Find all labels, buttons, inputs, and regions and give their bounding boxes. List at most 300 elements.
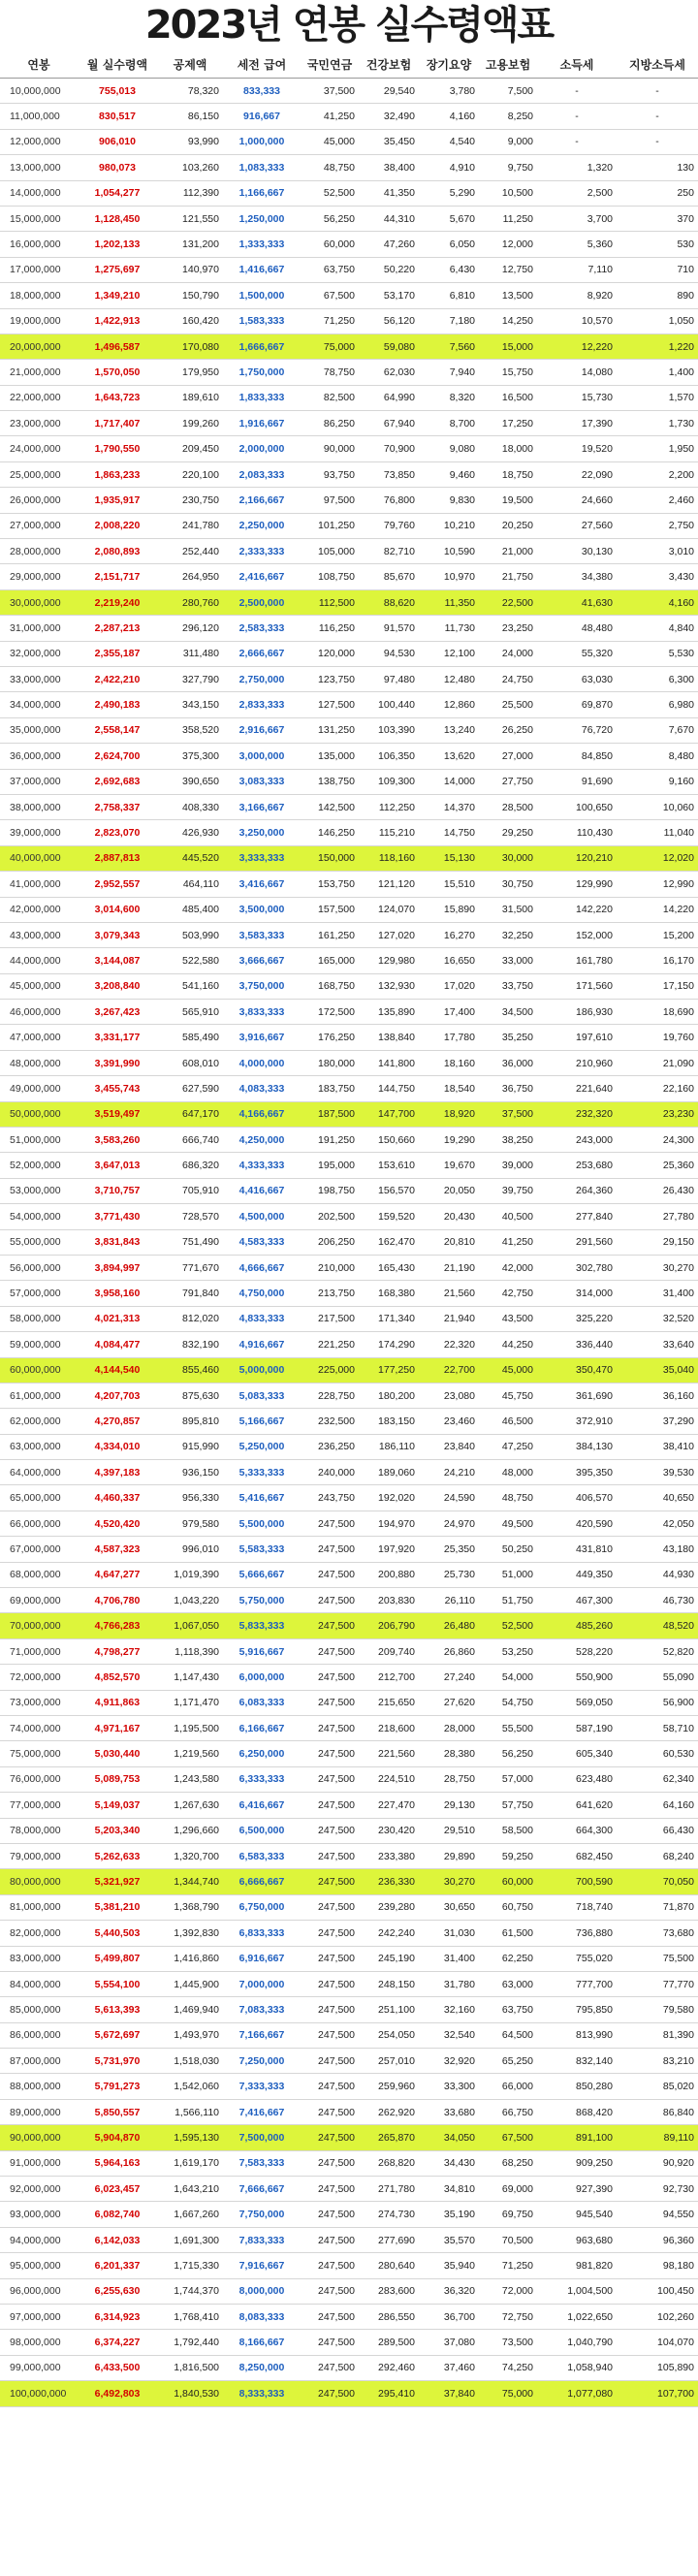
cell-employment-insurance: 9,000 — [479, 129, 537, 154]
cell-health-insurance: 162,470 — [359, 1229, 419, 1255]
cell-long-term-care: 26,480 — [419, 1613, 479, 1638]
table-row — [0, 1869, 698, 1894]
cell-annual-salary: 73,000,000 — [0, 1690, 78, 1715]
cell-local-income-tax: 130 — [617, 155, 698, 180]
cell-income-tax: 485,260 — [537, 1613, 617, 1638]
cell-health-insurance: 180,200 — [359, 1383, 419, 1408]
cell-income-tax: 129,990 — [537, 872, 617, 897]
cell-annual-salary: 98,000,000 — [0, 2330, 78, 2355]
table-row — [0, 539, 698, 564]
cell-income-tax: 372,910 — [537, 1409, 617, 1434]
cell-local-income-tax: 17,150 — [617, 973, 698, 999]
cell-annual-salary: 29,000,000 — [0, 564, 78, 589]
cell-annual-salary: 89,000,000 — [0, 2099, 78, 2124]
cell-annual-salary: 88,000,000 — [0, 2074, 78, 2099]
cell-pre-tax-pay: 7,500,000 — [223, 2125, 301, 2150]
cell-annual-salary: 76,000,000 — [0, 1766, 78, 1792]
cell-long-term-care: 30,650 — [419, 1894, 479, 1920]
cell-deductions: 199,260 — [157, 411, 223, 436]
cell-national-pension: 37,500 — [301, 79, 359, 104]
cell-pre-tax-pay: 6,666,667 — [223, 1869, 301, 1894]
cell-local-income-tax: - — [617, 104, 698, 129]
cell-pre-tax-pay: 2,500,000 — [223, 589, 301, 615]
cell-health-insurance: 259,960 — [359, 2074, 419, 2099]
cell-national-pension: 153,750 — [301, 872, 359, 897]
cell-health-insurance: 150,660 — [359, 1128, 419, 1153]
cell-national-pension: 221,250 — [301, 1332, 359, 1357]
cell-local-income-tax: 21,090 — [617, 1050, 698, 1075]
cell-monthly-net-pay: 4,334,010 — [78, 1434, 157, 1459]
cell-income-tax: 291,560 — [537, 1229, 617, 1255]
cell-pre-tax-pay: 4,333,333 — [223, 1153, 301, 1178]
cell-employment-insurance: 30,000 — [479, 845, 537, 871]
table-row — [0, 744, 698, 769]
cell-deductions: 565,910 — [157, 1000, 223, 1025]
cell-long-term-care: 12,100 — [419, 641, 479, 666]
cell-pre-tax-pay: 1,583,333 — [223, 308, 301, 334]
cell-employment-insurance: 66,000 — [479, 2074, 537, 2099]
cell-local-income-tax: 3,010 — [617, 539, 698, 564]
cell-employment-insurance: 67,500 — [479, 2125, 537, 2150]
table-row — [0, 616, 698, 641]
table-row — [0, 461, 698, 487]
cell-local-income-tax: 27,780 — [617, 1204, 698, 1229]
cell-income-tax: 84,850 — [537, 744, 617, 769]
cell-annual-salary: 14,000,000 — [0, 180, 78, 206]
cell-pre-tax-pay: 3,000,000 — [223, 744, 301, 769]
cell-monthly-net-pay: 1,570,050 — [78, 360, 157, 385]
table-row — [0, 2278, 698, 2304]
cell-employment-insurance: 26,250 — [479, 717, 537, 743]
cell-employment-insurance: 18,750 — [479, 461, 537, 487]
cell-deductions: 140,970 — [157, 257, 223, 282]
cell-income-tax: 277,840 — [537, 1204, 617, 1229]
cell-national-pension: 41,250 — [301, 104, 359, 129]
cell-health-insurance: 227,470 — [359, 1793, 419, 1818]
cell-health-insurance: 109,300 — [359, 769, 419, 794]
table-row — [0, 1818, 698, 1843]
cell-local-income-tax: 2,200 — [617, 461, 698, 487]
cell-annual-salary: 100,000,000 — [0, 2381, 78, 2406]
cell-local-income-tax: 56,900 — [617, 1690, 698, 1715]
cell-annual-salary: 77,000,000 — [0, 1793, 78, 1818]
cell-national-pension: 247,500 — [301, 1869, 359, 1894]
cell-deductions: 358,520 — [157, 717, 223, 743]
table-row — [0, 1690, 698, 1715]
cell-national-pension: 247,500 — [301, 1921, 359, 1946]
cell-deductions: 875,630 — [157, 1383, 223, 1408]
cell-income-tax: 91,690 — [537, 769, 617, 794]
cell-health-insurance: 174,290 — [359, 1332, 419, 1357]
cell-health-insurance: 274,730 — [359, 2202, 419, 2227]
cell-annual-salary: 11,000,000 — [0, 104, 78, 129]
table-row — [0, 1000, 698, 1025]
cell-deductions: 1,566,110 — [157, 2099, 223, 2124]
cell-income-tax: 314,000 — [537, 1281, 617, 1306]
cell-annual-salary: 48,000,000 — [0, 1050, 78, 1075]
page-title: 2023년 연봉 실수령액표 — [144, 3, 554, 48]
cell-annual-salary: 28,000,000 — [0, 539, 78, 564]
cell-national-pension: 45,000 — [301, 129, 359, 154]
cell-health-insurance: 283,600 — [359, 2278, 419, 2304]
cell-monthly-net-pay: 3,958,160 — [78, 1281, 157, 1306]
cell-pre-tax-pay: 1,833,333 — [223, 385, 301, 410]
cell-monthly-net-pay: 3,267,423 — [78, 1000, 157, 1025]
cell-pre-tax-pay: 2,750,000 — [223, 666, 301, 691]
cell-income-tax: 623,480 — [537, 1766, 617, 1792]
cell-long-term-care: 14,000 — [419, 769, 479, 794]
cell-national-pension: 157,500 — [301, 897, 359, 922]
cell-pre-tax-pay: 8,250,000 — [223, 2355, 301, 2380]
cell-health-insurance: 248,150 — [359, 1971, 419, 1996]
table-row — [0, 1434, 698, 1459]
cell-deductions: 1,691,300 — [157, 2227, 223, 2252]
cell-income-tax: - — [537, 79, 617, 104]
cell-pre-tax-pay: 5,666,667 — [223, 1562, 301, 1587]
cell-long-term-care: 9,080 — [419, 436, 479, 461]
cell-pre-tax-pay: 5,500,000 — [223, 1511, 301, 1536]
cell-health-insurance: 56,120 — [359, 308, 419, 334]
cell-local-income-tax: 86,840 — [617, 2099, 698, 2124]
cell-pre-tax-pay: 916,667 — [223, 104, 301, 129]
cell-employment-insurance: 61,500 — [479, 1921, 537, 1946]
cell-local-income-tax: 89,110 — [617, 2125, 698, 2150]
cell-annual-salary: 17,000,000 — [0, 257, 78, 282]
table-row — [0, 1204, 698, 1229]
cell-long-term-care: 6,810 — [419, 283, 479, 308]
cell-long-term-care: 9,830 — [419, 488, 479, 513]
cell-employment-insurance: 62,250 — [479, 1946, 537, 1971]
cell-local-income-tax: 23,230 — [617, 1101, 698, 1127]
cell-health-insurance: 236,330 — [359, 1869, 419, 1894]
cell-health-insurance: 251,100 — [359, 1997, 419, 2022]
cell-pre-tax-pay: 3,333,333 — [223, 845, 301, 871]
table-row — [0, 2227, 698, 2252]
cell-long-term-care: 18,540 — [419, 1076, 479, 1101]
cell-national-pension: 217,500 — [301, 1306, 359, 1331]
cell-pre-tax-pay: 5,583,333 — [223, 1537, 301, 1562]
table-row — [0, 1178, 698, 1203]
cell-annual-salary: 40,000,000 — [0, 845, 78, 871]
cell-deductions: 936,150 — [157, 1460, 223, 1485]
cell-employment-insurance: 33,000 — [479, 948, 537, 973]
cell-national-pension: 187,500 — [301, 1101, 359, 1127]
cell-national-pension: 247,500 — [301, 2330, 359, 2355]
cell-monthly-net-pay: 906,010 — [78, 129, 157, 154]
cell-annual-salary: 46,000,000 — [0, 1000, 78, 1025]
cell-health-insurance: 29,540 — [359, 79, 419, 104]
cell-monthly-net-pay: 2,080,893 — [78, 539, 157, 564]
cell-income-tax: 963,680 — [537, 2227, 617, 2252]
cell-national-pension: 165,000 — [301, 948, 359, 973]
cell-monthly-net-pay: 6,492,803 — [78, 2381, 157, 2406]
cell-national-pension: 112,500 — [301, 589, 359, 615]
cell-deductions: 666,740 — [157, 1128, 223, 1153]
cell-deductions: 230,750 — [157, 488, 223, 513]
cell-annual-salary: 83,000,000 — [0, 1946, 78, 1971]
cell-employment-insurance: 56,250 — [479, 1741, 537, 1766]
cell-annual-salary: 69,000,000 — [0, 1588, 78, 1613]
cell-national-pension: 247,500 — [301, 2022, 359, 2048]
cell-long-term-care: 23,460 — [419, 1409, 479, 1434]
cell-national-pension: 247,500 — [301, 1946, 359, 1971]
cell-deductions: 541,160 — [157, 973, 223, 999]
cell-deductions: 1,296,660 — [157, 1818, 223, 1843]
cell-long-term-care: 35,570 — [419, 2227, 479, 2252]
cell-pre-tax-pay: 833,333 — [223, 79, 301, 104]
cell-monthly-net-pay: 6,201,337 — [78, 2253, 157, 2278]
cell-employment-insurance: 40,500 — [479, 1204, 537, 1229]
cell-long-term-care: 30,270 — [419, 1869, 479, 1894]
cell-local-income-tax: 14,220 — [617, 897, 698, 922]
cell-local-income-tax: 71,870 — [617, 1894, 698, 1920]
cell-monthly-net-pay: 4,647,277 — [78, 1562, 157, 1587]
cell-annual-salary: 45,000,000 — [0, 973, 78, 999]
cell-annual-salary: 68,000,000 — [0, 1562, 78, 1587]
cell-income-tax: 467,300 — [537, 1588, 617, 1613]
cell-monthly-net-pay: 1,422,913 — [78, 308, 157, 334]
cell-pre-tax-pay: 1,083,333 — [223, 155, 301, 180]
cell-employment-insurance: 69,000 — [479, 2177, 537, 2202]
cell-deductions: 252,440 — [157, 539, 223, 564]
cell-annual-salary: 95,000,000 — [0, 2253, 78, 2278]
cell-annual-salary: 37,000,000 — [0, 769, 78, 794]
cell-deductions: 93,990 — [157, 129, 223, 154]
cell-long-term-care: 15,890 — [419, 897, 479, 922]
cell-employment-insurance: 57,000 — [479, 1766, 537, 1792]
cell-health-insurance: 38,400 — [359, 155, 419, 180]
cell-pre-tax-pay: 1,000,000 — [223, 129, 301, 154]
cell-deductions: 160,420 — [157, 308, 223, 334]
table-row — [0, 2330, 698, 2355]
cell-income-tax: 8,920 — [537, 283, 617, 308]
header-employment-insurance: 고용보험 — [479, 50, 537, 79]
cell-monthly-net-pay: 3,519,497 — [78, 1101, 157, 1127]
cell-monthly-net-pay: 2,887,813 — [78, 845, 157, 871]
cell-monthly-net-pay: 1,496,587 — [78, 334, 157, 359]
cell-monthly-net-pay: 4,587,323 — [78, 1537, 157, 1562]
table-row — [0, 1357, 698, 1383]
cell-employment-insurance: 66,750 — [479, 2099, 537, 2124]
cell-deductions: 1,043,220 — [157, 1588, 223, 1613]
cell-deductions: 485,400 — [157, 897, 223, 922]
cell-monthly-net-pay: 2,558,147 — [78, 717, 157, 743]
cell-monthly-net-pay: 4,270,857 — [78, 1409, 157, 1434]
cell-national-pension: 247,500 — [301, 1613, 359, 1638]
cell-health-insurance: 189,060 — [359, 1460, 419, 1485]
cell-deductions: 390,650 — [157, 769, 223, 794]
cell-annual-salary: 56,000,000 — [0, 1255, 78, 1280]
cell-pre-tax-pay: 4,916,667 — [223, 1332, 301, 1357]
cell-local-income-tax: 85,020 — [617, 2074, 698, 2099]
cell-national-pension: 176,250 — [301, 1025, 359, 1050]
table-row — [0, 1766, 698, 1792]
table-row — [0, 1332, 698, 1357]
cell-pre-tax-pay: 2,000,000 — [223, 436, 301, 461]
cell-deductions: 241,780 — [157, 513, 223, 538]
cell-health-insurance: 286,550 — [359, 2304, 419, 2329]
table-body — [0, 79, 698, 2407]
cell-annual-salary: 90,000,000 — [0, 2125, 78, 2150]
cell-health-insurance: 112,250 — [359, 794, 419, 819]
cell-national-pension: 247,500 — [301, 2202, 359, 2227]
cell-monthly-net-pay: 4,084,477 — [78, 1332, 157, 1357]
cell-pre-tax-pay: 2,166,667 — [223, 488, 301, 513]
cell-deductions: 1,147,430 — [157, 1665, 223, 1690]
cell-deductions: 1,816,500 — [157, 2355, 223, 2380]
cell-pre-tax-pay: 5,750,000 — [223, 1588, 301, 1613]
cell-monthly-net-pay: 6,023,457 — [78, 2177, 157, 2202]
table-row — [0, 257, 698, 282]
cell-deductions: 728,570 — [157, 1204, 223, 1229]
table-row — [0, 564, 698, 589]
cell-local-income-tax: 42,050 — [617, 1511, 698, 1536]
cell-long-term-care: 26,110 — [419, 1588, 479, 1613]
cell-monthly-net-pay: 3,771,430 — [78, 1204, 157, 1229]
cell-monthly-net-pay: 5,554,100 — [78, 1971, 157, 1996]
cell-employment-insurance: 39,000 — [479, 1153, 537, 1178]
cell-employment-insurance: 17,250 — [479, 411, 537, 436]
cell-local-income-tax: 81,390 — [617, 2022, 698, 2048]
cell-income-tax: 17,390 — [537, 411, 617, 436]
cell-employment-insurance: 70,500 — [479, 2227, 537, 2252]
cell-long-term-care: 3,780 — [419, 79, 479, 104]
cell-employment-insurance: 8,250 — [479, 104, 537, 129]
table-row — [0, 1971, 698, 1996]
cell-local-income-tax: 22,160 — [617, 1076, 698, 1101]
table-row — [0, 1665, 698, 1690]
cell-local-income-tax: 9,160 — [617, 769, 698, 794]
cell-income-tax: 302,780 — [537, 1255, 617, 1280]
table-row — [0, 2150, 698, 2176]
cell-annual-salary: 63,000,000 — [0, 1434, 78, 1459]
cell-deductions: 751,490 — [157, 1229, 223, 1255]
cell-deductions: 1,019,390 — [157, 1562, 223, 1587]
table-row — [0, 360, 698, 385]
cell-employment-insurance: 51,000 — [479, 1562, 537, 1587]
cell-long-term-care: 36,320 — [419, 2278, 479, 2304]
cell-local-income-tax: 90,920 — [617, 2150, 698, 2176]
cell-health-insurance: 132,930 — [359, 973, 419, 999]
cell-deductions: 608,010 — [157, 1050, 223, 1075]
cell-employment-insurance: 11,250 — [479, 206, 537, 231]
cell-employment-insurance: 43,500 — [479, 1306, 537, 1331]
cell-income-tax: 664,300 — [537, 1818, 617, 1843]
table-row — [0, 1716, 698, 1741]
cell-local-income-tax: 48,520 — [617, 1613, 698, 1638]
cell-national-pension: 86,250 — [301, 411, 359, 436]
cell-local-income-tax: 6,980 — [617, 692, 698, 717]
table-row — [0, 1921, 698, 1946]
cell-income-tax: 142,220 — [537, 897, 617, 922]
cell-income-tax: 395,350 — [537, 1460, 617, 1485]
table-row — [0, 129, 698, 154]
cell-health-insurance: 165,430 — [359, 1255, 419, 1280]
cell-local-income-tax: 1,400 — [617, 360, 698, 385]
cell-health-insurance: 200,880 — [359, 1562, 419, 1587]
cell-annual-salary: 96,000,000 — [0, 2278, 78, 2304]
table-row — [0, 717, 698, 743]
cell-employment-insurance: 39,750 — [479, 1178, 537, 1203]
cell-national-pension: 247,500 — [301, 1894, 359, 1920]
cell-income-tax: 34,380 — [537, 564, 617, 589]
cell-pre-tax-pay: 7,750,000 — [223, 2202, 301, 2227]
cell-health-insurance: 153,610 — [359, 1153, 419, 1178]
cell-annual-salary: 21,000,000 — [0, 360, 78, 385]
cell-national-pension: 78,750 — [301, 360, 359, 385]
cell-local-income-tax: 62,340 — [617, 1766, 698, 1792]
cell-income-tax: 221,640 — [537, 1076, 617, 1101]
cell-pre-tax-pay: 6,333,333 — [223, 1766, 301, 1792]
cell-long-term-care: 11,730 — [419, 616, 479, 641]
cell-income-tax: 232,320 — [537, 1101, 617, 1127]
cell-national-pension: 225,000 — [301, 1357, 359, 1383]
cell-deductions: 1,595,130 — [157, 2125, 223, 2150]
cell-employment-insurance: 63,000 — [479, 1971, 537, 1996]
table-row — [0, 385, 698, 410]
cell-employment-insurance: 15,750 — [479, 360, 537, 385]
cell-monthly-net-pay: 4,706,780 — [78, 1588, 157, 1613]
cell-local-income-tax: 30,270 — [617, 1255, 698, 1280]
cell-health-insurance: 91,570 — [359, 616, 419, 641]
cell-monthly-net-pay: 830,517 — [78, 104, 157, 129]
cell-pre-tax-pay: 4,416,667 — [223, 1178, 301, 1203]
cell-national-pension: 247,500 — [301, 2099, 359, 2124]
cell-long-term-care: 33,300 — [419, 2074, 479, 2099]
cell-monthly-net-pay: 3,894,997 — [78, 1255, 157, 1280]
cell-income-tax: 120,210 — [537, 845, 617, 871]
table-row — [0, 2253, 698, 2278]
cell-health-insurance: 203,830 — [359, 1588, 419, 1613]
cell-local-income-tax: 18,690 — [617, 1000, 698, 1025]
cell-employment-insurance: 55,500 — [479, 1716, 537, 1741]
cell-annual-salary: 94,000,000 — [0, 2227, 78, 2252]
cell-income-tax: 171,560 — [537, 973, 617, 999]
cell-long-term-care: 8,320 — [419, 385, 479, 410]
cell-pre-tax-pay: 4,833,333 — [223, 1306, 301, 1331]
cell-employment-insurance: 57,750 — [479, 1793, 537, 1818]
cell-health-insurance: 135,890 — [359, 1000, 419, 1025]
cell-monthly-net-pay: 5,850,557 — [78, 2099, 157, 2124]
cell-pre-tax-pay: 3,916,667 — [223, 1025, 301, 1050]
cell-pre-tax-pay: 1,750,000 — [223, 360, 301, 385]
table-row — [0, 283, 698, 308]
cell-health-insurance: 221,560 — [359, 1741, 419, 1766]
cell-pre-tax-pay: 1,166,667 — [223, 180, 301, 206]
cell-monthly-net-pay: 3,208,840 — [78, 973, 157, 999]
cell-national-pension: 142,500 — [301, 794, 359, 819]
cell-employment-insurance: 74,250 — [479, 2355, 537, 2380]
table-row — [0, 2355, 698, 2380]
table-row — [0, 104, 698, 129]
cell-deductions: 996,010 — [157, 1537, 223, 1562]
table-row — [0, 1613, 698, 1638]
cell-monthly-net-pay: 2,952,557 — [78, 872, 157, 897]
cell-local-income-tax: 35,040 — [617, 1357, 698, 1383]
cell-health-insurance: 254,050 — [359, 2022, 419, 2048]
cell-health-insurance: 35,450 — [359, 129, 419, 154]
cell-pre-tax-pay: 6,166,667 — [223, 1716, 301, 1741]
cell-local-income-tax: 890 — [617, 283, 698, 308]
cell-employment-insurance: 24,750 — [479, 666, 537, 691]
cell-local-income-tax: 64,160 — [617, 1793, 698, 1818]
cell-annual-salary: 71,000,000 — [0, 1638, 78, 1664]
cell-national-pension: 71,250 — [301, 308, 359, 334]
cell-annual-salary: 75,000,000 — [0, 1741, 78, 1766]
cell-monthly-net-pay: 5,030,440 — [78, 1741, 157, 1766]
cell-employment-insurance: 14,250 — [479, 308, 537, 334]
cell-deductions: 585,490 — [157, 1025, 223, 1050]
